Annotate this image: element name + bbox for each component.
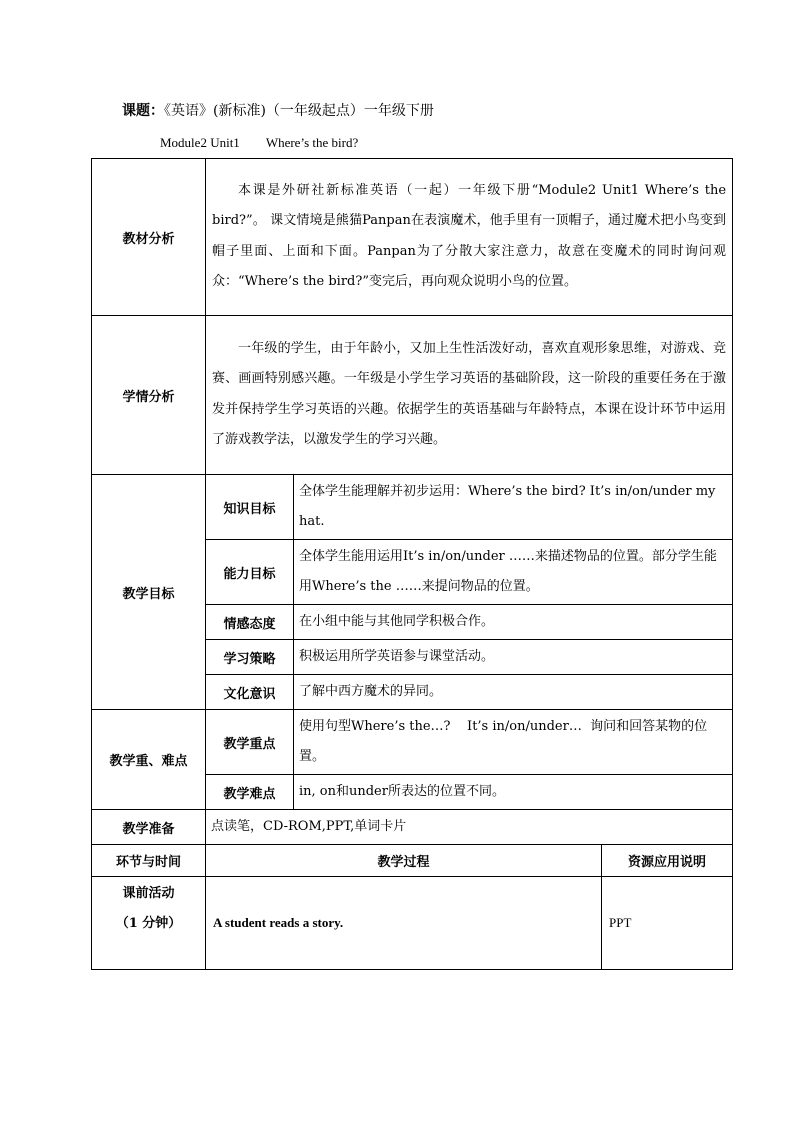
key-points-label: 教学重、难点 xyxy=(92,710,206,810)
goal-label-strategy: 学习策略 xyxy=(206,640,294,675)
process-header-row xyxy=(92,845,733,877)
goal-label-culture: 文化意识 xyxy=(206,675,294,710)
title-label: 课题： xyxy=(122,103,164,119)
module-label: Module2 Unit1 xyxy=(160,135,240,150)
key-row-focus xyxy=(92,710,733,775)
process-header-process: 教学过程 xyxy=(206,845,602,877)
process-stage-name: 课前活动 xyxy=(122,886,175,901)
learners-label: 学情分析 xyxy=(92,316,206,475)
lesson-name: Where’s the bird? xyxy=(265,135,359,150)
key-text-focus: 使用句型Where’s the…? It’s in/on/under… 询问和回答某物的位置。 xyxy=(294,710,733,775)
process-header-stage: 环节与时间 xyxy=(92,845,206,877)
key-label-difficulty: 教学难点 xyxy=(206,775,294,810)
learners-paragraph: 一年级的学生，由于年龄小，又加上生性活泼好动，喜欢直观形象思维，对游戏、竞赛、画画特别感兴趣。一年级是小学生学习英语的基础阶段，这一阶段的重要任务在于激发并保持学生学习英语的兴趣。依据学生的英语基础与年龄特点，本课在设计环节中运用了游戏教学法，以激发学生的学习兴趣。 xyxy=(212,340,727,447)
learners-text xyxy=(206,316,733,475)
goal-text-culture: 了解中西方魔术的异同。 xyxy=(294,675,733,710)
learners-row xyxy=(92,316,733,475)
title-text: 《英语》(新标准)（一年级起点）一年级下册 xyxy=(164,103,434,119)
goal-row-knowledge xyxy=(92,475,733,540)
process-description: A student reads a story. xyxy=(206,877,602,970)
preparation-row xyxy=(92,810,733,845)
process-resource: PPT xyxy=(602,877,733,970)
goal-text-ability: 全体学生能用运用It’s in/on/under ……来描述物品的位置。部分学生能用Where’s the ……来提问物品的位置。 xyxy=(294,540,733,605)
process-stage-cell xyxy=(92,877,206,970)
preparation-text: 点读笔，CD-ROM,PPT,单词卡片 xyxy=(206,810,733,845)
goal-label-attitude: 情感态度 xyxy=(206,605,294,640)
goal-text-strategy: 积极运用所学英语参与课堂活动。 xyxy=(294,640,733,675)
goal-label-knowledge: 知识目标 xyxy=(206,475,294,540)
goals-label: 教学目标 xyxy=(92,475,206,710)
key-label-focus: 教学重点 xyxy=(206,710,294,775)
lesson-plan-table xyxy=(91,158,733,970)
preparation-label: 教学准备 xyxy=(92,810,206,845)
material-paragraph: 本课是外研社新标准英语（一起）一年级下册“Module2 Unit1 Where’s the bird?”。 课文情境是熊猫Panpan在表演魔术，他手里有一顶帽子，通过魔术把小鸟变到帽子里面、上面和下面。Panpan为了分散大家注意力，故意在变魔术的同时询问观众：“Where’s the bird?”变完后，再向观众说明小鸟的位置。 xyxy=(212,182,727,289)
goal-label-ability: 能力目标 xyxy=(206,540,294,605)
material-text xyxy=(206,159,733,316)
key-text-difficulty: in, on和under所表达的位置不同。 xyxy=(294,775,733,810)
material-label: 教材分析 xyxy=(92,159,206,316)
goal-text-attitude: 在小组中能与其他同学积极合作。 xyxy=(294,605,733,640)
process-stage-time: （1 分钟） xyxy=(115,916,182,931)
lesson-subtitle xyxy=(160,134,358,152)
process-header-resource: 资源应用说明 xyxy=(602,845,733,877)
goal-text-knowledge: 全体学生能理解并初步运用：Where’s the bird? It’s in/on/under my hat. xyxy=(294,475,733,540)
material-row xyxy=(92,159,733,316)
table-row xyxy=(92,877,733,970)
lesson-title xyxy=(122,101,434,121)
